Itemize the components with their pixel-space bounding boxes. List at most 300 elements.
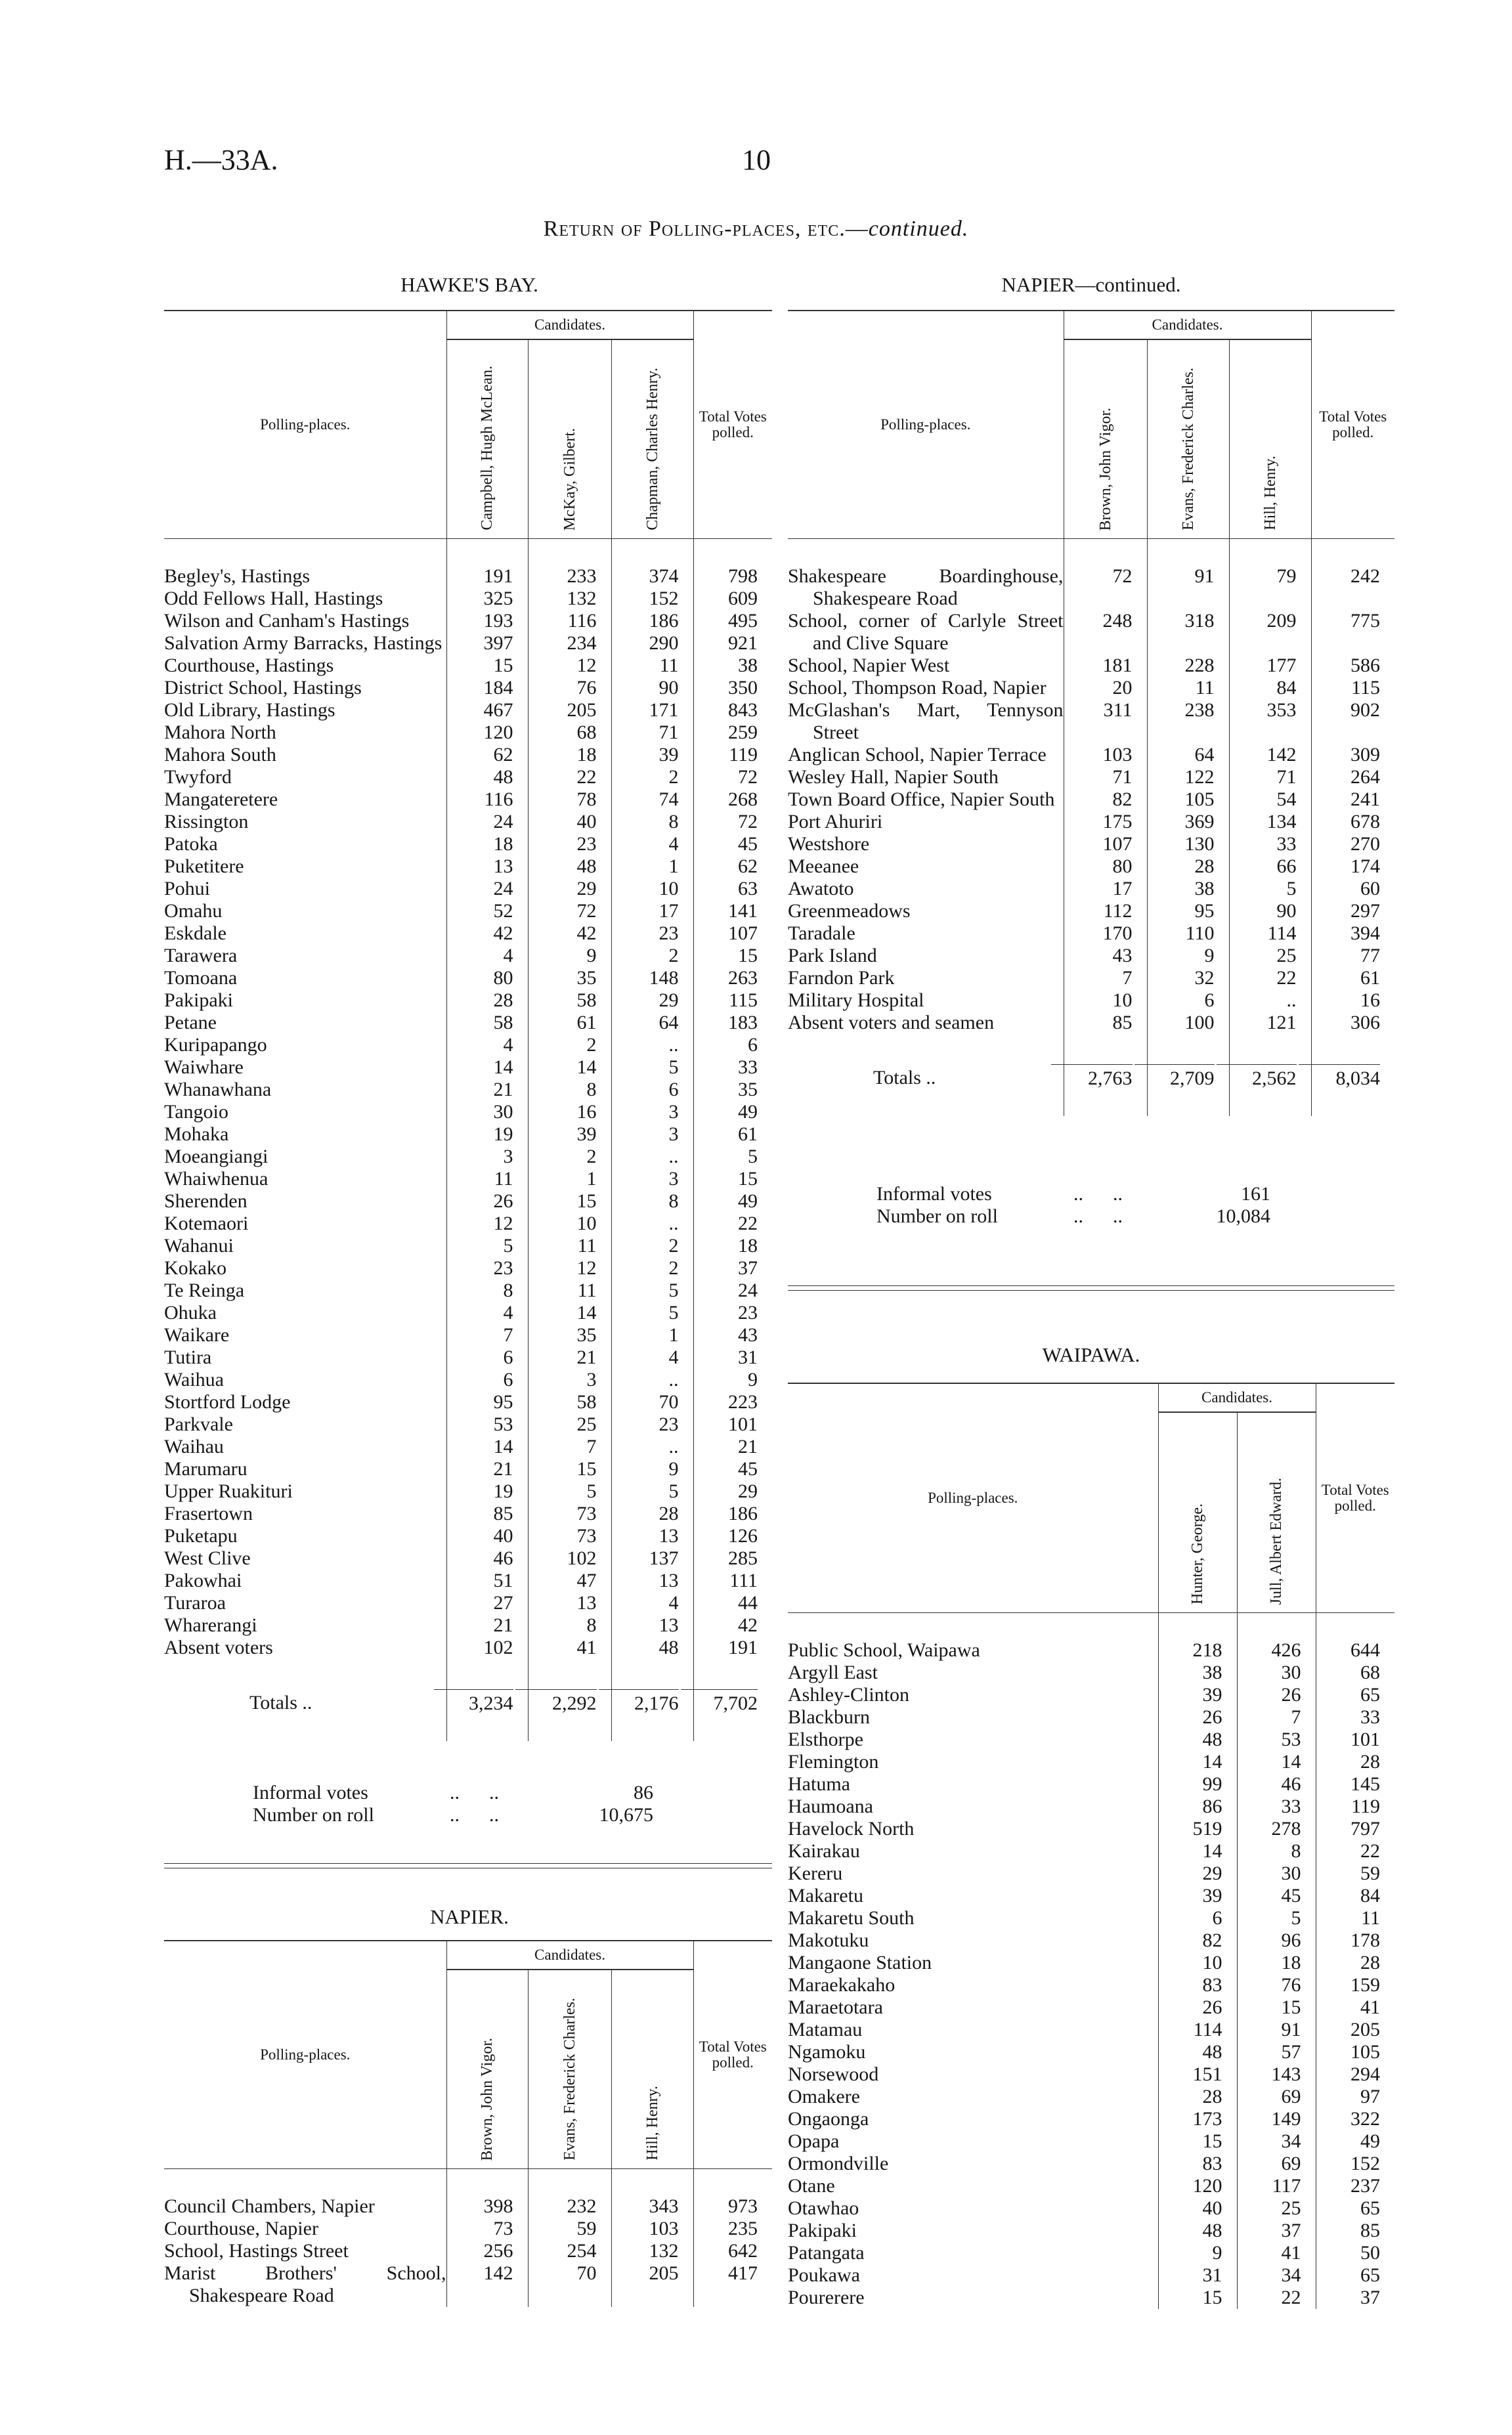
vote-count: 115 xyxy=(693,989,772,1012)
vote-count: 12 xyxy=(528,1257,611,1280)
vote-count: 102 xyxy=(528,1547,611,1570)
totals-label: Totals .. xyxy=(873,1067,936,1088)
polling-place-name: Otawhao xyxy=(788,2197,859,2219)
vote-count: 5 xyxy=(1237,1907,1316,1929)
polling-place-cell xyxy=(164,699,446,722)
vote-count: 71 xyxy=(611,722,693,744)
column-header-candidate xyxy=(1158,1412,1237,1613)
polling-place-cell xyxy=(788,2220,1158,2242)
table-row xyxy=(164,1168,772,1190)
vote-count: 28 xyxy=(1316,1751,1394,1773)
polling-place-cell xyxy=(788,878,1064,900)
vote-count: 32 xyxy=(1147,967,1229,989)
table-row xyxy=(788,1840,1394,1863)
candidate-name: Hill, Henry. xyxy=(1261,456,1279,530)
vote-count: 248 xyxy=(1064,610,1147,655)
polling-place-name: Ngamoku xyxy=(788,2041,866,2063)
polling-place-cell xyxy=(788,855,1064,878)
vote-count: 65 xyxy=(1316,1684,1394,1706)
table-row xyxy=(788,2197,1394,2220)
polling-place-name: Meeanee xyxy=(788,855,859,877)
table-row xyxy=(164,1391,772,1413)
results-table xyxy=(164,310,772,1741)
vote-count: 21 xyxy=(528,1347,611,1369)
vote-count: .. xyxy=(611,1034,693,1056)
spacer-cell xyxy=(1064,1034,1147,1060)
vote-count: 68 xyxy=(528,722,611,744)
vote-count: 311 xyxy=(1064,699,1147,744)
polling-place-name: Sherenden xyxy=(164,1190,248,1212)
vote-count: 38 xyxy=(693,655,772,677)
vote-count: 73 xyxy=(446,2218,528,2240)
polling-place-name: Ormondville xyxy=(788,2153,889,2174)
table-row xyxy=(788,2086,1394,2108)
spacer-cell xyxy=(1147,1034,1229,1060)
vote-count: 48 xyxy=(1158,2220,1237,2242)
polling-place-cell xyxy=(788,811,1064,833)
table-row xyxy=(788,2242,1394,2264)
polling-place-name: Port Ahuriri xyxy=(788,811,883,832)
polling-place-name: Haumoana xyxy=(788,1796,873,1817)
polling-place-cell xyxy=(164,2240,446,2262)
vote-count: 13 xyxy=(611,1614,693,1637)
polling-place-cell xyxy=(164,1547,446,1570)
informal-label: Informal votes xyxy=(876,1183,992,1205)
vote-count: 73 xyxy=(528,1525,611,1547)
table-row xyxy=(788,2287,1394,2309)
polling-place-cell xyxy=(788,2175,1158,2197)
vote-count: 26 xyxy=(1158,1706,1237,1729)
vote-count: 18 xyxy=(693,1235,772,1257)
vote-count: 14 xyxy=(528,1302,611,1324)
results-table xyxy=(164,1940,772,2307)
spacer-cell xyxy=(693,539,772,566)
vote-count: 6 xyxy=(1147,989,1229,1012)
total-number: 2,709 xyxy=(1134,1064,1215,1090)
vote-count: 233 xyxy=(528,565,611,588)
vote-count: 238 xyxy=(1147,699,1229,744)
polling-place-name: School, Hastings Street xyxy=(164,2240,349,2262)
polling-place-name: Whanawhana xyxy=(164,1079,272,1100)
polling-place-name: Tarawera xyxy=(164,945,238,966)
vote-count: 290 xyxy=(611,632,693,655)
vote-count: 297 xyxy=(1311,900,1394,922)
spacer-cell xyxy=(611,1715,693,1741)
spacer-cell xyxy=(611,1659,693,1685)
vote-count: 77 xyxy=(1311,945,1394,967)
polling-place-name: Courthouse, Hastings xyxy=(164,655,334,676)
vote-count: 39 xyxy=(1158,1885,1237,1907)
table-row xyxy=(788,1729,1394,1751)
polling-place-cell xyxy=(164,2195,446,2218)
polling-place-cell xyxy=(788,1974,1158,1996)
vote-count: 5 xyxy=(611,1280,693,1302)
table-row xyxy=(164,1369,772,1391)
table-row xyxy=(164,1302,772,1324)
polling-place-name: Twyford xyxy=(164,766,232,788)
divider xyxy=(788,1285,1394,1291)
vote-count: 322 xyxy=(1316,2108,1394,2130)
spacer-cell xyxy=(164,2169,446,2196)
polling-place-name: Farndon Park xyxy=(788,967,895,989)
candidate-name: Chapman, Charles Henry. xyxy=(643,368,661,530)
vote-count: 152 xyxy=(1316,2153,1394,2175)
polling-place-cell xyxy=(164,1413,446,1436)
column-header-polling-places: Polling-places. xyxy=(164,311,446,539)
polling-place-name: Westshore xyxy=(788,833,870,855)
vote-count: 20 xyxy=(1064,677,1147,699)
vote-count: 278 xyxy=(1237,1818,1316,1840)
vote-count: 111 xyxy=(693,1570,772,1592)
table-row xyxy=(164,1436,772,1458)
polling-place-name: Otane xyxy=(788,2175,835,2197)
polling-place-cell xyxy=(788,1751,1158,1773)
vote-count: 173 xyxy=(1158,2108,1237,2130)
vote-count: 69 xyxy=(1237,2086,1316,2108)
vote-count: 11 xyxy=(611,655,693,677)
spacer-cell xyxy=(693,1659,772,1685)
vote-count: 228 xyxy=(1147,655,1229,677)
vote-count: 9 xyxy=(611,1458,693,1480)
column-header-candidates: Candidates. xyxy=(1158,1383,1316,1412)
vote-count: 69 xyxy=(1237,2153,1316,2175)
vote-count: 24 xyxy=(446,811,528,833)
vote-count: 33 xyxy=(1316,1706,1394,1729)
polling-place-name: Mahora South xyxy=(164,744,276,765)
vote-count: 64 xyxy=(611,1012,693,1034)
vote-count: 4 xyxy=(611,1347,693,1369)
vote-count: 426 xyxy=(1237,1639,1316,1662)
total-value xyxy=(1311,1060,1394,1090)
vote-count: 14 xyxy=(1158,1751,1237,1773)
polling-place-name: Kuripapango xyxy=(164,1034,267,1056)
polling-place-cell xyxy=(164,1056,446,1079)
table-row xyxy=(164,1547,772,1570)
vote-count: 642 xyxy=(693,2240,772,2262)
vote-count: 130 xyxy=(1147,833,1229,855)
total-number: 7,702 xyxy=(681,1689,758,1715)
vote-count: 39 xyxy=(611,744,693,766)
polling-place-cell xyxy=(788,989,1064,1012)
table-row xyxy=(788,2041,1394,2063)
candidate-name: McKay, Gilbert. xyxy=(561,427,578,530)
vote-count: 45 xyxy=(693,833,772,855)
vote-count: 48 xyxy=(611,1637,693,1659)
vote-count: 495 xyxy=(693,610,772,632)
polling-place-name: Wahanui xyxy=(164,1235,234,1257)
table-row xyxy=(164,1012,772,1034)
vote-count: 60 xyxy=(1311,878,1394,900)
polling-place-cell xyxy=(164,811,446,833)
polling-place-cell xyxy=(164,1034,446,1056)
vote-count: 775 xyxy=(1311,610,1394,655)
vote-count: 61 xyxy=(693,1123,772,1146)
vote-count: 259 xyxy=(693,722,772,744)
vote-count: 9 xyxy=(693,1369,772,1391)
vote-count: 137 xyxy=(611,1547,693,1570)
spacer-row xyxy=(788,1613,1394,1640)
vote-count: 34 xyxy=(1237,2264,1316,2287)
table-row xyxy=(164,565,772,588)
vote-count: 134 xyxy=(1229,811,1311,833)
vote-count: 22 xyxy=(528,766,611,788)
vote-count: 48 xyxy=(1158,1729,1237,1751)
vote-count: 53 xyxy=(1237,1729,1316,1751)
polling-place-name: Puketapu xyxy=(164,1525,238,1547)
vote-count: 2 xyxy=(528,1034,611,1056)
vote-count: 22 xyxy=(1229,967,1311,989)
polling-place-cell xyxy=(164,967,446,989)
polling-place-cell xyxy=(788,1840,1158,1863)
vote-count: 68 xyxy=(1316,1662,1394,1684)
page-number: 10 xyxy=(742,144,771,176)
spacer-row xyxy=(164,1715,772,1741)
candidate-name: Jull, Albert Edward. xyxy=(1268,1477,1285,1605)
vote-count: 8 xyxy=(528,1614,611,1637)
vote-count: 65 xyxy=(1316,2197,1394,2220)
table-row xyxy=(164,788,772,811)
vote-count: 4 xyxy=(446,1034,528,1056)
table-row xyxy=(164,1101,772,1123)
title-main: Return of Polling-places, etc.— xyxy=(543,217,869,241)
napier-table xyxy=(164,1940,772,2307)
vote-count: 79 xyxy=(1229,565,1311,610)
table-row xyxy=(164,722,772,744)
vote-count: 31 xyxy=(1158,2264,1237,2287)
vote-count: 7 xyxy=(528,1436,611,1458)
polling-place-name: Marumaru xyxy=(164,1458,248,1480)
table-row xyxy=(788,833,1394,855)
vote-count: 353 xyxy=(1229,699,1311,744)
polling-place-name: Salvation Army Barracks, Hastings xyxy=(164,632,443,654)
table-row xyxy=(788,967,1394,989)
vote-count: 112 xyxy=(1064,900,1147,922)
vote-count: 12 xyxy=(528,655,611,677)
vote-count: 41 xyxy=(1237,2242,1316,2264)
spacer-cell xyxy=(1311,1090,1394,1116)
spacer-row xyxy=(164,2169,772,2196)
table-row xyxy=(788,2153,1394,2175)
vote-count: 30 xyxy=(446,1101,528,1123)
spacer-cell xyxy=(611,2169,693,2196)
vote-count: 7 xyxy=(1237,1706,1316,1729)
table-row xyxy=(788,1818,1394,1840)
waipawa-table xyxy=(788,1383,1394,2309)
table-row xyxy=(788,2220,1394,2242)
vote-count: 26 xyxy=(1158,1996,1237,2019)
vote-count: 17 xyxy=(611,900,693,922)
table-row xyxy=(788,2108,1394,2130)
table-row xyxy=(164,1525,772,1547)
vote-count: 5 xyxy=(611,1056,693,1079)
polling-place-name: Tomoana xyxy=(164,967,238,989)
polling-place-cell xyxy=(164,1503,446,1525)
polling-place-name: Wilson and Canham's Hastings xyxy=(164,610,410,632)
vote-count: 5 xyxy=(446,1235,528,1257)
table-row xyxy=(788,788,1394,811)
vote-count: 3 xyxy=(611,1168,693,1190)
polling-place-name: Pakipaki xyxy=(164,989,233,1011)
vote-count: 101 xyxy=(1316,1729,1394,1751)
vote-count: 23 xyxy=(693,1302,772,1324)
vote-count: 34 xyxy=(1237,2130,1316,2153)
table-row xyxy=(164,2195,772,2218)
vote-count: 49 xyxy=(693,1190,772,1213)
column-header-candidates: Candidates. xyxy=(446,1941,693,1970)
vote-count: 95 xyxy=(446,1391,528,1413)
spacer-cell xyxy=(528,539,611,566)
vote-count: 18 xyxy=(528,744,611,766)
vote-count: 101 xyxy=(693,1413,772,1436)
vote-count: 8 xyxy=(446,1280,528,1302)
vote-count: 25 xyxy=(1237,2197,1316,2220)
table-row xyxy=(788,1684,1394,1706)
vote-count: 71 xyxy=(1229,766,1311,788)
vote-count: 15 xyxy=(1158,2287,1237,2309)
vote-count: 85 xyxy=(1316,2220,1394,2242)
table-row xyxy=(164,2218,772,2240)
table-row xyxy=(164,1413,772,1436)
vote-count: 318 xyxy=(1147,610,1229,655)
vote-count: 193 xyxy=(446,610,528,632)
spacer-cell xyxy=(1311,539,1394,566)
polling-place-name: Te Reinga xyxy=(164,1280,245,1301)
vote-count: 63 xyxy=(693,878,772,900)
table-row xyxy=(164,967,772,989)
polling-place-name: Anglican School, Napier Terrace xyxy=(788,744,1047,765)
polling-place-name: Puketitere xyxy=(164,855,244,877)
table-row xyxy=(788,922,1394,945)
polling-place-cell xyxy=(788,1662,1158,1684)
vote-count: 3 xyxy=(446,1146,528,1168)
polling-place-name: Wharerangi xyxy=(164,1614,257,1636)
vote-count: 11 xyxy=(528,1280,611,1302)
vote-count: 54 xyxy=(1229,788,1311,811)
vote-count: 10 xyxy=(528,1213,611,1235)
vote-count: 177 xyxy=(1229,655,1311,677)
spacer-cell xyxy=(1316,1613,1394,1640)
candidate-name: Brown, John Vigor. xyxy=(1096,407,1114,530)
polling-place-cell xyxy=(788,655,1064,677)
polling-place-name: Pourerere xyxy=(788,2287,865,2308)
column-header-total-votes: Total Votes polled. xyxy=(1311,311,1394,539)
vote-count: 263 xyxy=(693,967,772,989)
napier-summary: Informal votes .. .. 161 Number on roll .. .. 10,084 xyxy=(876,1183,1270,1227)
polling-place-cell xyxy=(164,744,446,766)
table-row xyxy=(788,1796,1394,1818)
vote-count: 15 xyxy=(528,1190,611,1213)
vote-count: .. xyxy=(611,1436,693,1458)
spacer-row xyxy=(164,539,772,566)
total-number: 3,234 xyxy=(434,1689,513,1715)
vote-count: 84 xyxy=(1229,677,1311,699)
polling-place-cell xyxy=(788,1907,1158,1929)
spacer-cell xyxy=(1311,1034,1394,1060)
table-row xyxy=(788,744,1394,766)
column-header-candidate xyxy=(1229,339,1311,539)
vote-count: 417 xyxy=(693,2262,772,2307)
vote-count: 325 xyxy=(446,588,528,610)
spacer-cell xyxy=(528,1659,611,1685)
vote-count: 33 xyxy=(1229,833,1311,855)
spacer-row xyxy=(164,1659,772,1685)
vote-count: 6 xyxy=(611,1079,693,1101)
vote-count: 72 xyxy=(1064,565,1147,610)
candidate-name: Brown, John Vigor. xyxy=(479,2037,496,2161)
vote-count: 38 xyxy=(1158,1662,1237,1684)
column-header-candidates: Candidates. xyxy=(1064,311,1311,339)
polling-place-cell xyxy=(164,2218,446,2240)
polling-place-name: Kotemaori xyxy=(164,1213,249,1234)
polling-place-name: Mangaone Station xyxy=(788,1952,932,1973)
section-title-hawkes-bay: HAWKE'S BAY. xyxy=(400,273,538,296)
vote-count: 7 xyxy=(446,1324,528,1347)
vote-count: 114 xyxy=(1158,2019,1237,2041)
vote-count: .. xyxy=(611,1146,693,1168)
polling-place-cell xyxy=(164,833,446,855)
vote-count: 8 xyxy=(611,1190,693,1213)
polling-place-cell xyxy=(164,1190,446,1213)
spacer-cell xyxy=(528,1715,611,1741)
polling-place-cell xyxy=(788,744,1064,766)
table-row xyxy=(788,2063,1394,2086)
polling-place-name: Whaiwhenua xyxy=(164,1168,269,1190)
vote-count: 30 xyxy=(1237,1662,1316,1684)
column-header-total-votes: Total Votes polled. xyxy=(693,311,772,539)
vote-count: 902 xyxy=(1311,699,1394,744)
vote-count: 30 xyxy=(1237,1863,1316,1885)
vote-count: 45 xyxy=(693,1458,772,1480)
polling-place-name: Patangata xyxy=(788,2242,865,2264)
vote-count: 394 xyxy=(1311,922,1394,945)
vote-count: 268 xyxy=(693,788,772,811)
vote-count: 12 xyxy=(446,1213,528,1235)
polling-place-cell xyxy=(164,610,446,632)
vote-count: 21 xyxy=(693,1436,772,1458)
vote-count: 29 xyxy=(611,989,693,1012)
table-row xyxy=(788,2175,1394,2197)
polling-place-cell xyxy=(164,1213,446,1235)
spacer-row xyxy=(788,1034,1394,1060)
polling-place-cell xyxy=(164,722,446,744)
vote-count: 5 xyxy=(528,1480,611,1503)
vote-count: 4 xyxy=(611,833,693,855)
polling-place-name: District School, Hastings xyxy=(164,677,362,699)
vote-count: 73 xyxy=(528,1503,611,1525)
vote-count: 184 xyxy=(446,677,528,699)
polling-place-name: Town Board Office, Napier South xyxy=(788,788,1055,810)
vote-count: 91 xyxy=(1147,565,1229,610)
vote-count: 80 xyxy=(446,967,528,989)
polling-place-name: Military Hospital xyxy=(788,989,924,1011)
table-row xyxy=(164,1570,772,1592)
candidate-name: Evans, Frederick Charles. xyxy=(1179,368,1197,530)
polling-place-name: Moeangiangi xyxy=(164,1146,269,1167)
vote-count: 171 xyxy=(611,699,693,722)
vote-count: 48 xyxy=(528,855,611,878)
vote-count: 114 xyxy=(1229,922,1311,945)
table-row xyxy=(164,699,772,722)
polling-place-cell xyxy=(164,2262,446,2307)
vote-count: 61 xyxy=(1311,967,1394,989)
vote-count: 369 xyxy=(1147,811,1229,833)
polling-place-cell xyxy=(164,989,446,1012)
vote-count: 181 xyxy=(1064,655,1147,677)
polling-place-name: Makaretu xyxy=(788,1885,863,1907)
vote-count: 90 xyxy=(1229,900,1311,922)
polling-place-name: Eskdale xyxy=(164,922,227,944)
vote-count: 8 xyxy=(611,811,693,833)
